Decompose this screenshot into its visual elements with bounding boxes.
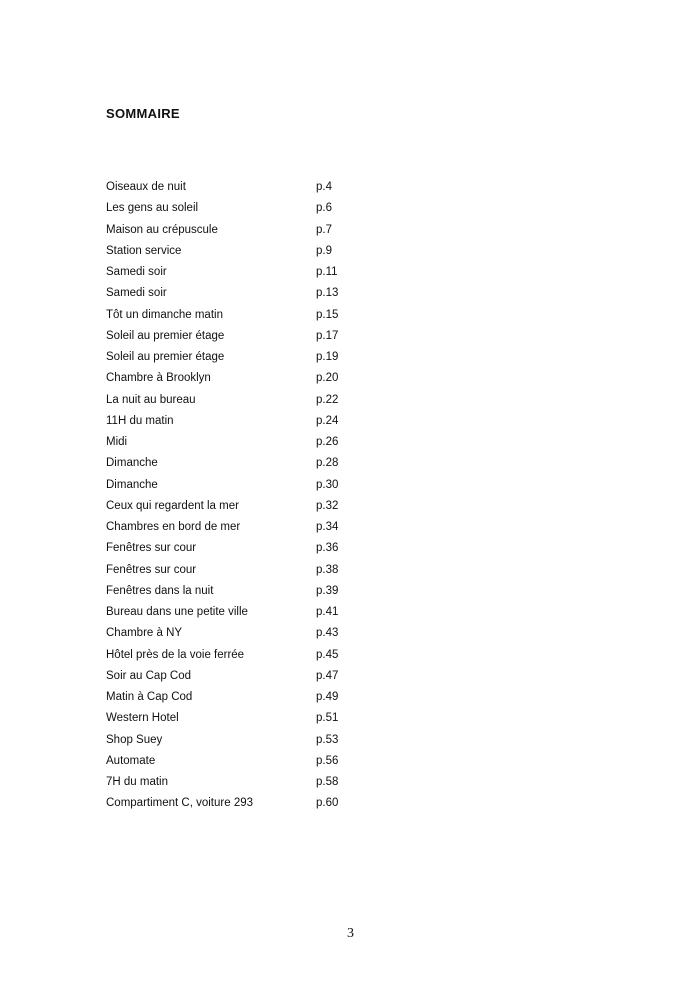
toc-entry-page: p.30 [316, 478, 339, 491]
toc-entry-title: Chambre à NY [106, 627, 183, 640]
toc-entry-title: Chambre à Brooklyn [106, 372, 211, 385]
toc-entry [106, 434, 366, 455]
toc-entry-title: Station service [106, 244, 182, 257]
toc-entry-page: p.49 [316, 691, 339, 703]
toc-entry-title: Ceux qui regardent la mer [106, 499, 239, 512]
toc-entry [106, 370, 366, 391]
toc-entry [106, 264, 366, 285]
toc-entry [106, 477, 366, 498]
toc-entry-title: Fenêtres sur cour [106, 563, 197, 576]
toc-entry [106, 604, 366, 625]
toc-heading: SOMMAIRE [106, 106, 180, 121]
toc-entry [106, 710, 366, 731]
toc-entry-page: p.38 [316, 563, 339, 576]
toc-entry [106, 562, 366, 583]
toc-entry-page: p.28 [316, 457, 339, 470]
toc-entry-page: p.11 [316, 266, 338, 278]
toc-entry-title: Oiseaux de nuit [106, 181, 186, 193]
toc-entry [106, 583, 366, 604]
toc-entry-page: p.39 [316, 584, 339, 597]
toc-entry-page: p.53 [316, 733, 339, 746]
toc-entry-page: p.24 [316, 414, 339, 427]
toc-entry [106, 689, 366, 710]
toc-entry [106, 668, 366, 689]
toc-entry-page: p.36 [316, 542, 339, 555]
toc-entry-title: Dimanche [106, 478, 158, 491]
toc-entry [106, 774, 366, 795]
toc-entry-title: Samedi soir [106, 266, 167, 278]
toc-entry [106, 179, 366, 200]
toc-entry-title: Automate [106, 754, 156, 767]
toc-entry-title: Soleil au premier étage [106, 329, 225, 342]
toc-entry-page: p.6 [316, 202, 332, 215]
toc-entry [106, 307, 366, 328]
toc-entry-title: Bureau dans une petite ville [106, 606, 248, 618]
toc-entry [106, 222, 366, 243]
toc-entry-page: p.43 [316, 627, 339, 640]
toc-entry-page: p.60 [316, 797, 339, 810]
toc-entry-page: p.15 [316, 308, 339, 321]
toc-entry-title: Soleil au premier étage [106, 351, 225, 363]
toc-entry-page: p.51 [316, 712, 339, 725]
toc-entry [106, 732, 366, 753]
toc-entry-title: Soir au Cap Cod [106, 669, 192, 682]
toc-entry [106, 753, 366, 774]
toc-entry-title: Fenêtres dans la nuit [106, 584, 214, 597]
toc-entry-title: Fenêtres sur cour [106, 542, 197, 555]
toc-entry [106, 519, 366, 540]
toc-entry-title: Shop Suey [106, 733, 163, 746]
page-number: 3 [347, 926, 354, 941]
toc-entry-title: Midi [106, 436, 128, 448]
toc-entry-title: Western Hotel [106, 712, 179, 725]
toc-entry-title: Maison au crépuscule [106, 223, 218, 236]
toc-entry [106, 455, 366, 476]
toc-entry-page: p.34 [316, 521, 339, 533]
toc-entry [106, 285, 366, 306]
toc-entry-page: p.20 [316, 372, 339, 385]
toc-entry [106, 413, 366, 434]
toc-entry-page: p.22 [316, 393, 339, 406]
toc-entry-title: Matin à Cap Cod [106, 691, 193, 703]
toc-entry-title: Dimanche [106, 457, 158, 470]
toc-entry [106, 795, 366, 816]
toc-entry [106, 349, 366, 370]
toc-entry-page: p.7 [316, 223, 332, 236]
toc-entry-page: p.19 [316, 351, 339, 363]
toc-entry [106, 328, 366, 349]
toc-entry-page: p.17 [316, 329, 339, 342]
toc-entry-page: p.26 [316, 436, 339, 448]
table-of-contents [106, 179, 366, 817]
toc-entry-title: Compartiment C, voiture 293 [106, 797, 254, 810]
toc-entry-page: p.58 [316, 776, 339, 788]
toc-entry [106, 498, 366, 519]
toc-entry [106, 625, 366, 646]
toc-entry-page: p.4 [316, 181, 332, 193]
toc-entry [106, 647, 366, 668]
toc-entry-page: p.47 [316, 669, 339, 682]
toc-entry-page: p.13 [316, 287, 339, 300]
toc-entry [106, 243, 366, 264]
toc-entry-page: p.9 [316, 244, 332, 257]
toc-entry-page: p.45 [316, 648, 339, 661]
toc-entry-page: p.41 [316, 606, 339, 618]
toc-entry-title: Tôt un dimanche matin [106, 308, 223, 321]
toc-entry [106, 392, 366, 413]
toc-entry [106, 200, 366, 221]
toc-entry [106, 540, 366, 561]
toc-entry-title: Chambres en bord de mer [106, 521, 241, 533]
toc-entry-title: Hôtel près de la voie ferrée [106, 648, 245, 661]
toc-entry-page: p.56 [316, 754, 339, 767]
toc-entry-title: Samedi soir [106, 287, 167, 300]
toc-entry-title: Les gens au soleil [106, 202, 199, 215]
toc-entry-page: p.32 [316, 499, 339, 512]
toc-entry-title: 11H du matin [106, 414, 174, 427]
toc-entry-title: La nuit au bureau [106, 393, 196, 406]
toc-entry-title: 7H du matin [106, 776, 169, 788]
